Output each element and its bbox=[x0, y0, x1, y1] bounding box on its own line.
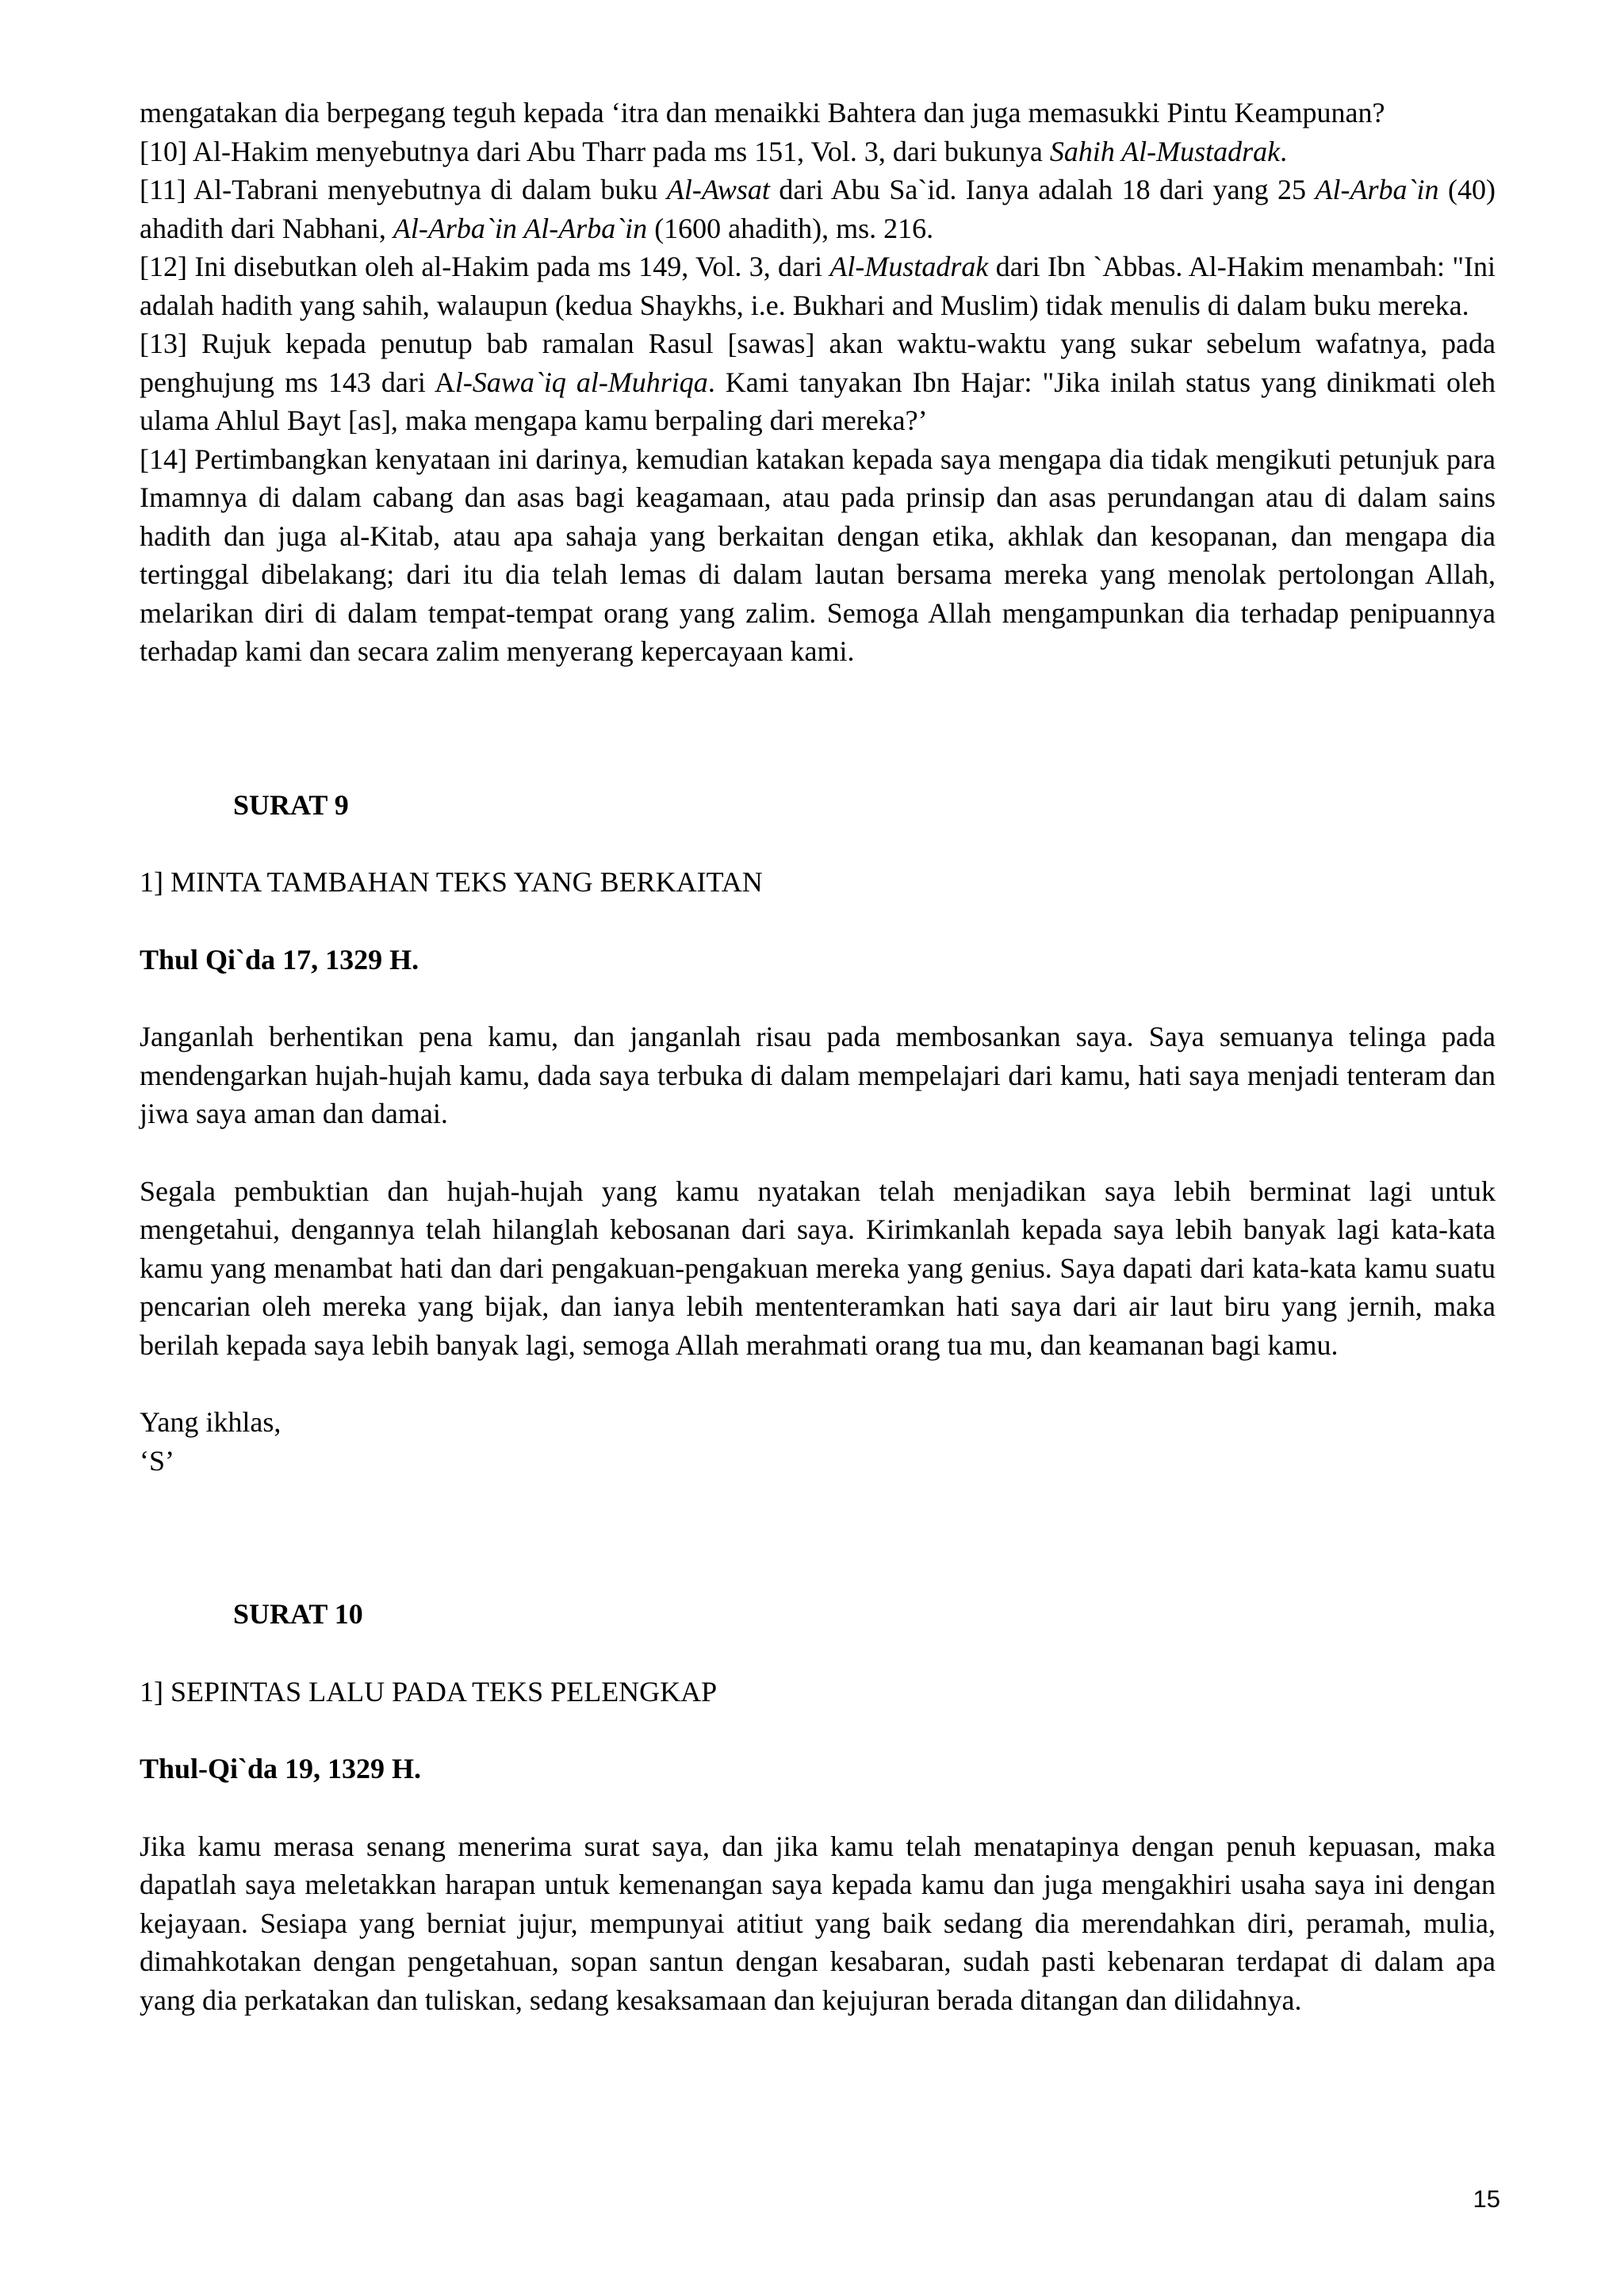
document-page bbox=[140, 94, 1496, 2019]
spacer bbox=[140, 824, 1496, 863]
letter-9-subtitle: 1] MINTA TAMBAHAN TEKS YANG BERKAITAN bbox=[140, 866, 763, 898]
footnote-12: [12] Ini disebutkan oleh al-Hakim pada ms 149, Vol. 3, dari Al-Mustadrak dari Ibn `Abbas. Al-Hakim menambah: "Ini adalah hadith yang sahih, walaupun (kedua Shaykhs, i.e. Bukhari and Muslim) tidak menulis di dalam buku mereka. bbox=[140, 251, 1496, 321]
page-number: 15 bbox=[1473, 2185, 1500, 2213]
spacer bbox=[140, 1788, 1496, 1827]
footnote-14: [14] Pertimbangkan kenyataan ini darinya, kemudian katakan kepada saya mengapa dia tidak mengikuti petunjuk para Imamnya di dalam cabang dan asas bagi keagamaan, atau pada prinsip dan asas perundangan atau di dalam sains hadith dan juga al-Kitab, atau apa sahaja yang berkaitan dengan etika, akhlak dan kesopanan, dan mengapa dia tertinggal dibelakang; dari itu dia telah lemas di dalam lautan bersama mereka yang menolak pertolongan Allah, melarikan diri di dalam tempat-tempat orang yang zalim. Semoga Allah mengampunkan dia terhadap penipuannya terhadap kami dan secara zalim menyerang kepercayaan kami. bbox=[140, 443, 1496, 667]
footnote-11: [11] Al-Tabrani menyebutnya di dalam buku Al-Awsat dari Abu Sa`id. Ianya adalah 18 dari yang 25 Al-Arba`in (40) ahadith dari Nabhani, Al-Arba`in Al-Arba`in (1600 ahadith), ms. 216. bbox=[140, 174, 1496, 244]
spacer bbox=[140, 671, 1496, 786]
letter-9-signature: ‘S’ bbox=[140, 1444, 174, 1477]
letter-10-paragraph-1: Jika kamu merasa senang menerima surat saya, dan jika kamu telah menatapinya dengan penuh kepuasan, maka dapatlah saya meletakkan harapan untuk kemenangan saya kepada kamu dan juga mengakhiri usaha saya ini dengan kejayaan. Sesiapa yang berniat jujur, mempunyai atitiut yang baik sedang dia merendahkan diri, peramah, mulia, dimahkotakan dengan pengetahuan, sopan santun dengan kesabaran, sudah pasti kebenaran terdapat di dalam apa yang dia perkatakan dan tuliskan, sedang kesaksamaan dan kejujuran berada ditangan dan dilidahnya. bbox=[140, 1830, 1496, 2016]
spacer bbox=[140, 979, 1496, 1018]
spacer bbox=[140, 1480, 1496, 1595]
letter-9-paragraph-1: Janganlah berhentikan pena kamu, dan janganlah risau pada membosankan saya. Saya semuanya telinga pada mendengarkan hujah-hujah kamu, dada saya terbuka di dalam mempelajari dari kamu, hati saya menjadi tenteram dan jiwa saya aman dan damai. bbox=[140, 1021, 1496, 1129]
footnote-13: [13] Rujuk kepada penutup bab ramalan Rasul [sawas] akan waktu-waktu yang sukar sebelum wafatnya, pada penghujung ms 143 dari Al-Sawa`iq al-Muhriqa. Kami tanyakan Ibn Hajar: "Jika inilah status yang dinikmati oleh ulama Ahlul Bayt [as], maka mengapa kamu berpaling dari mereka?’ bbox=[140, 328, 1496, 436]
spacer bbox=[140, 902, 1496, 941]
spacer bbox=[140, 1634, 1496, 1673]
letter-10-heading: SURAT 10 bbox=[233, 1598, 363, 1630]
spacer bbox=[140, 1364, 1496, 1403]
spacer bbox=[140, 1133, 1496, 1172]
letter-9-paragraph-2: Segala pembuktian dan hujah-hujah yang kamu nyatakan telah menjadikan saya lebih berminat lagi untuk mengetahui, dengannya telah hilanglah kebosanan dari saya. Kirimkanlah kepada saya lebih banyak lagi kata-kata kamu yang menambat hati dan dari pengakuan-pengakuan mereka yang genius. Saya dapati dari kata-kata kamu suatu pencarian oleh mereka yang bijak, dan ianya lebih mententeramkan hati saya dari air laut biru yang jernih, maka berilah kepada saya lebih banyak lagi, semoga Allah merahmati orang tua mu, dan keamanan bagi kamu. bbox=[140, 1175, 1496, 1361]
letter-9-date: Thul Qi`da 17, 1329 H. bbox=[140, 943, 419, 976]
letter-9-closing: Yang ikhlas, bbox=[140, 1406, 282, 1438]
spacer bbox=[140, 1711, 1496, 1750]
letter-9-heading: SURAT 9 bbox=[233, 788, 349, 821]
letter-10-subtitle: 1] SEPINTAS LALU PADA TEKS PELENGKAP bbox=[140, 1675, 718, 1708]
footnote-10: [10] Al-Hakim menyebutnya dari Abu Tharr pada ms 151, Vol. 3, dari bukunya Sahih Al-Mustadrak. bbox=[140, 135, 1288, 167]
intro-continuation: mengatakan dia berpegang teguh kepada ‘itra dan menaikki Bahtera dan juga memasukki Pintu Keampunan? bbox=[140, 97, 1385, 128]
letter-10-date: Thul-Qi`da 19, 1329 H. bbox=[140, 1753, 422, 1784]
